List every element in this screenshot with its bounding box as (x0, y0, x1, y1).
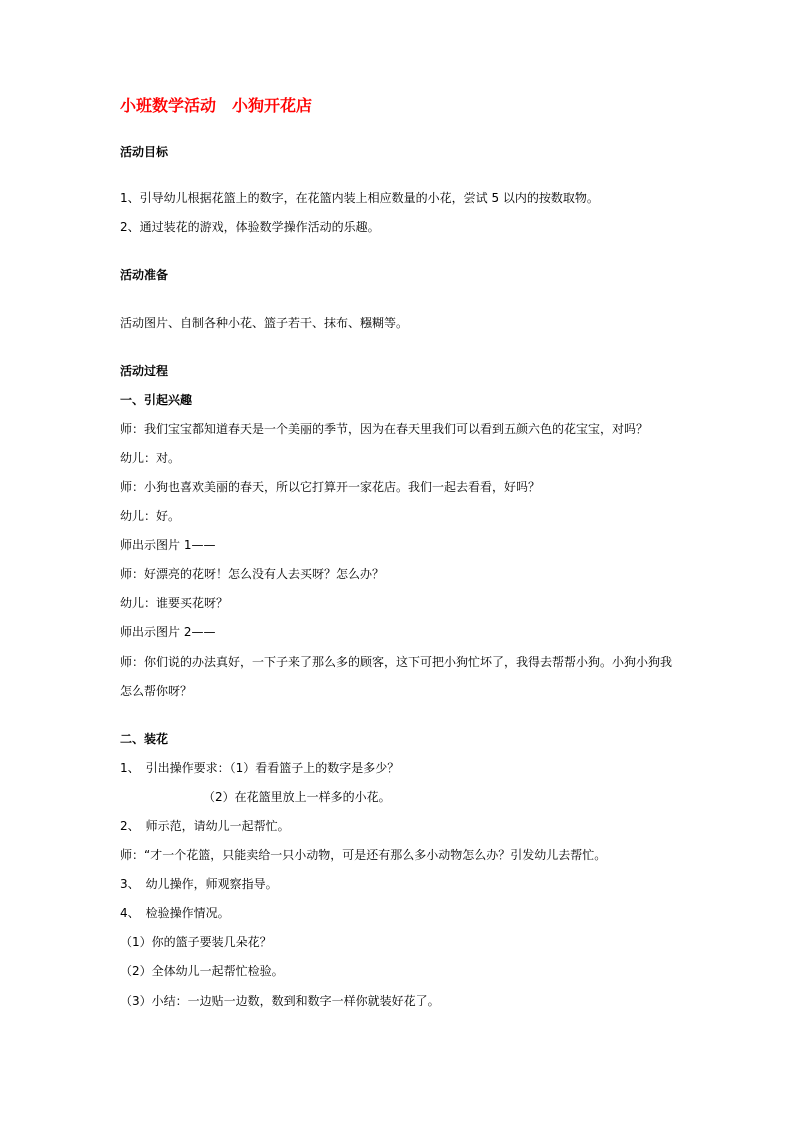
process-heading: 活动过程 (120, 364, 169, 378)
part1-line: 师：我们宝宝都知道春天是一个美丽的季节，因为在春天里我们可以看到五颜六色的花宝宝，对吗？ (120, 422, 649, 436)
part2-heading: 二、装花 (120, 732, 169, 746)
goal-item-2: 2、通过装花的游戏，体验数学操作活动的乐趣。 (120, 220, 380, 234)
part2-line: （2）在花篮里放上一样多的小花。 (203, 790, 391, 804)
part2-line: 2、 师示范，请幼儿一起帮忙。 (120, 819, 290, 833)
part2-line: 1、 引出操作要求：（1）看看篮子上的数字是多少？ (120, 761, 400, 775)
goals-heading: 活动目标 (120, 145, 169, 159)
part1-heading: 一、引起兴趣 (120, 393, 193, 407)
part1-line: 幼儿：好。 (120, 509, 181, 523)
part2-line: （3）小结：一边贴一边数，数到和数字一样你就装好花了。 (120, 994, 440, 1008)
part1-line: 师出示图片 1—— (120, 538, 216, 552)
goal-item-1: 1、引导幼儿根据花篮上的数字，在花篮内装上相应数量的小花，尝试 5 以内的按数取物。 (120, 191, 599, 205)
part1-line: 师出示图片 2—— (120, 625, 216, 639)
part2-line: 4、 检验操作情况。 (120, 906, 230, 920)
part2-line: 3、 幼儿操作，师观察指导。 (120, 877, 278, 891)
page-title: 小班数学活动 小狗开花店 (120, 96, 313, 115)
part1-line: 师：你们说的办法真好，一下子来了那么多的顾客，这下可把小狗忙坏了，我得去帮帮小狗。小狗小狗我 (120, 655, 673, 669)
prep-text: 活动图片、自制各种小花、篮子若干、抹布、糨糊等。 (120, 316, 409, 330)
part1-line: 师：好漂亮的花呀！怎么没有人去买呀？怎么办？ (120, 567, 385, 581)
part2-line: （2）全体幼儿一起帮忙检验。 (120, 964, 284, 978)
prep-heading: 活动准备 (120, 268, 169, 282)
part1-line: 师：小狗也喜欢美丽的春天，所以它打算开一家花店。我们一起去看看，好吗？ (120, 480, 541, 494)
part2-line: 师：“才一个花篮，只能卖给一只小动物，可是还有那么多小动物怎么办？引发幼儿去帮忙。 (120, 848, 607, 862)
part2-line: （1）你的篮子要装几朵花？ (120, 935, 272, 949)
part1-line: 幼儿：对。 (120, 451, 181, 465)
part1-line: 怎么帮你呀？ (120, 684, 193, 698)
part1-line: 幼儿：谁要买花呀？ (120, 596, 229, 610)
